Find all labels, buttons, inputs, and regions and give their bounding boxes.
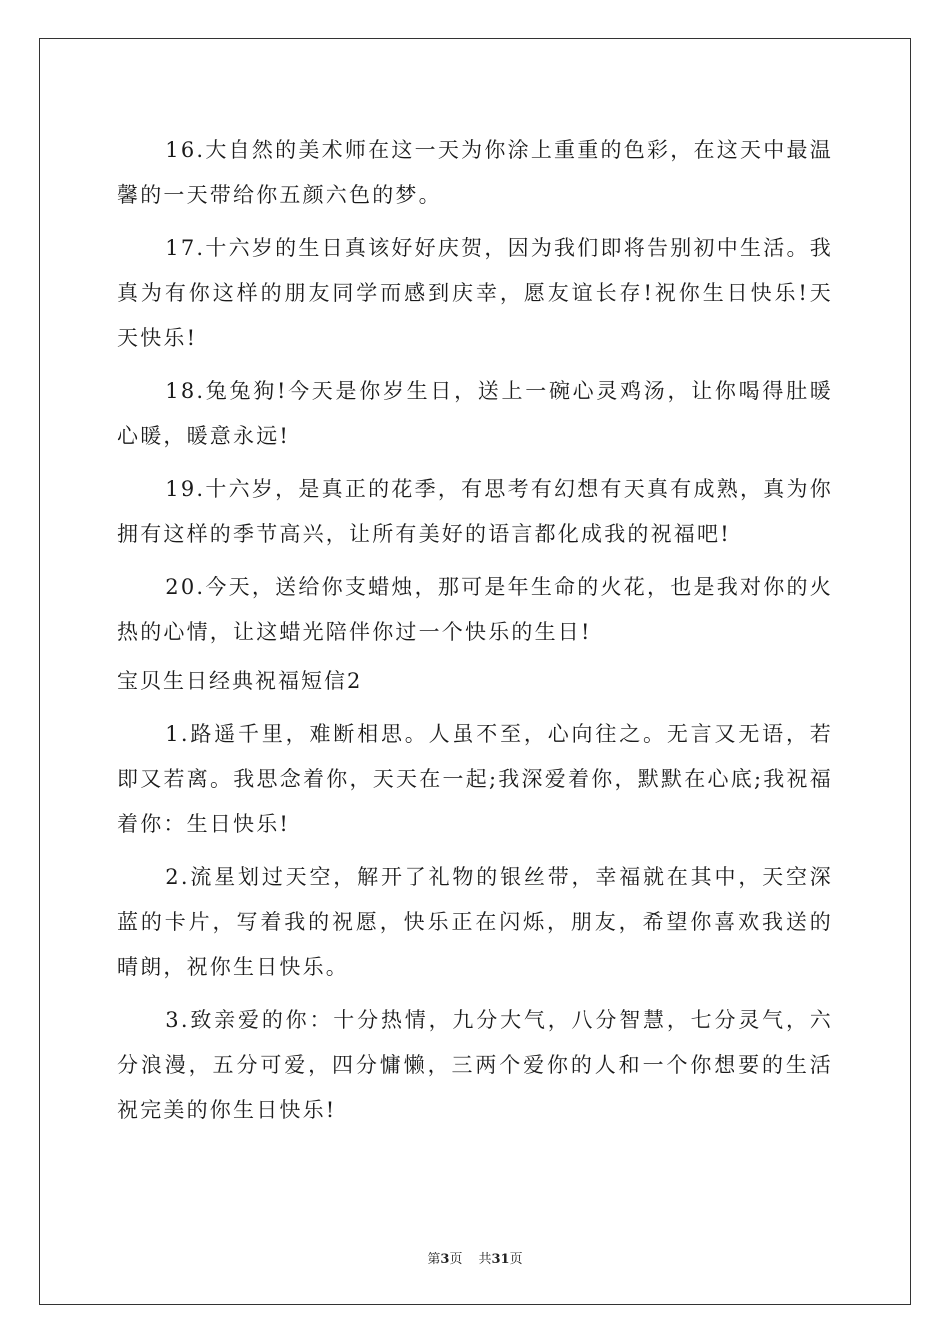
page-current: 3 (440, 1252, 450, 1267)
paragraph-16: 16.大自然的美术师在这一天为你涂上重重的色彩，在这天中最温馨的一天带给你五颜六色的梦。 (117, 138, 833, 207)
paragraph-19: 19.十六岁，是真正的花季，有思考有幻想有天真有成熟，真为你拥有这样的季节高兴，让所有美好的语言都化成我的祝福吧! (117, 477, 833, 546)
paragraph-20: 20.今天，送给你支蜡烛，那可是年生命的火花，也是我对你的火热的心情，让这蜡光陪伴你过一个快乐的生日! (117, 575, 833, 644)
paragraph-1: 1.路遥千里，难断相思。人虽不至，心向往之。无言又无语，若即又若离。我思念着你，天天在一起;我深爱着你，默默在心底;我祝福着你：生日快乐! (117, 722, 833, 836)
page-total: 31 (491, 1252, 510, 1267)
paragraph-3: 3.致亲爱的你：十分热情，九分大气，八分智慧，七分灵气，六分浪漫，五分可爱，四分慵懒，三两个爱你的人和一个你想要的生活祝完美的你生日快乐! (117, 1008, 833, 1122)
paragraph-2: 2.流星划过天空，解开了礼物的银丝带，幸福就在其中，天空深蓝的卡片，写着我的祝愿，快乐正在闪烁，朋友，希望你喜欢我送的晴朗，祝你生日快乐。 (117, 865, 833, 979)
page-footer (0, 1248, 950, 1267)
paragraph-17: 17.十六岁的生日真该好好庆贺，因为我们即将告别初中生活。我真为有你这样的朋友同学而感到庆幸，愿友谊长存!祝你生日快乐!天天快乐! (117, 236, 833, 350)
paragraph-18: 18.兔兔狗!今天是你岁生日，送上一碗心灵鸡汤，让你喝得肚暖心暖，暖意永远! (117, 379, 833, 448)
page-suffix: 页 (449, 1252, 463, 1267)
section-heading: 宝贝生日经典祝福短信2 (117, 669, 363, 693)
document-body (117, 128, 833, 1133)
page-prefix: 第 (427, 1252, 441, 1267)
total-prefix: 共 (478, 1252, 492, 1267)
total-suffix: 页 (509, 1252, 523, 1267)
